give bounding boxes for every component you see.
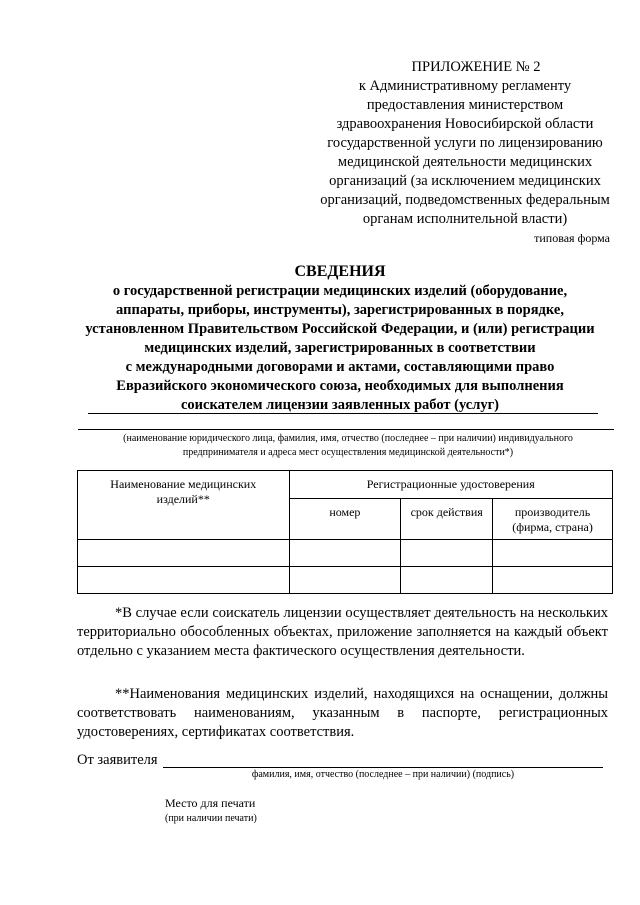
form-type-label: типовая форма [534, 231, 610, 245]
header-validity: срок действия [401, 499, 493, 540]
footnote-1: *В случае если соискатель лицензии осуществляет деятельность на нескольких территориально обособленных объектах, приложение заполняется на каждый объект отдельно с указанием места фактического осуществления деятельности. [77, 605, 608, 659]
seal-label: Место для печати [165, 796, 256, 810]
header-number: номер [289, 499, 401, 540]
subtitle-line: соискателем лицензии заявленных работ (услуг) [181, 397, 499, 413]
subtitle-line: с международными договорами и актами, составляющими право [125, 359, 555, 375]
subtitle-line: о государственной регистрации медицинских изделий (оборудование, [112, 283, 568, 299]
appendix-line: организаций (за исключением медицинских [329, 173, 601, 189]
seal-note: (при наличии печати) [165, 813, 257, 824]
from-applicant-label: От заявителя [77, 752, 158, 768]
header-manufacturer: производитель (фирма, страна) [493, 499, 613, 540]
table-cell[interactable] [401, 540, 493, 567]
document-title-block [60, 262, 620, 415]
applicant-caption-line: предпринимателя и адреса мест осуществления медицинской деятельности*) [182, 447, 514, 458]
appendix-line: государственной услуги по лицензированию [327, 135, 603, 151]
appendix-line: здравоохранения Новосибирской области [336, 116, 594, 132]
subtitle-line: аппараты, приборы, инструменты), зарегистрированных в порядке, [116, 302, 564, 318]
appendix-heading: ПРИЛОЖЕНИЕ № 2 [411, 59, 541, 75]
applicant-caption-line: (наименование юридического лица, фамилия, имя, отчество (последнее – при наличии) индивидуального [123, 433, 573, 444]
table-cell[interactable] [289, 567, 401, 594]
appendix-block [300, 58, 630, 229]
table-cell[interactable] [493, 567, 613, 594]
table-cell[interactable] [401, 567, 493, 594]
header-certificates: Регистрационные удостоверения [289, 471, 612, 499]
appendix-line: органам исполнительной власти) [362, 211, 568, 227]
table-row [78, 567, 613, 594]
appendix-line: организаций, подведомственных федеральным [320, 192, 610, 208]
signature-caption: фамилия, имя, отчество (последнее – при наличии) (подпись) [251, 769, 515, 780]
footnote-2: **Наименования медицинских изделий, находящихся на оснащении, должны соответствовать наименованиям, указанным в паспорте, регистрационных удостоверениях, сертификатах соответствия. [77, 686, 608, 740]
devices-table [77, 470, 613, 594]
table-cell[interactable] [493, 540, 613, 567]
signature-line[interactable] [163, 767, 603, 768]
table-row [78, 540, 613, 567]
appendix-line: медицинской деятельности медицинских [337, 154, 593, 170]
applicant-name-line-1[interactable] [88, 413, 598, 414]
table-cell[interactable] [78, 567, 290, 594]
table-cell[interactable] [78, 540, 290, 567]
applicant-caption [78, 432, 618, 460]
table-cell[interactable] [289, 540, 401, 567]
applicant-name-line-2[interactable] [78, 429, 614, 430]
header-device-name: Наименование медицинских изделий** [78, 471, 290, 540]
subtitle-line: установленном Правительством Российской Федерации, и (или) регистрации [85, 321, 595, 337]
document-title: СВЕДЕНИЯ [294, 263, 386, 280]
appendix-line: предоставления министерством [366, 97, 564, 113]
subtitle-line: медицинских изделий, зарегистрированных в соответствии [144, 340, 536, 356]
subtitle-line: Евразийского экономического союза, необходимых для выполнения [116, 378, 564, 394]
appendix-line: к Административному регламенту [358, 78, 572, 94]
